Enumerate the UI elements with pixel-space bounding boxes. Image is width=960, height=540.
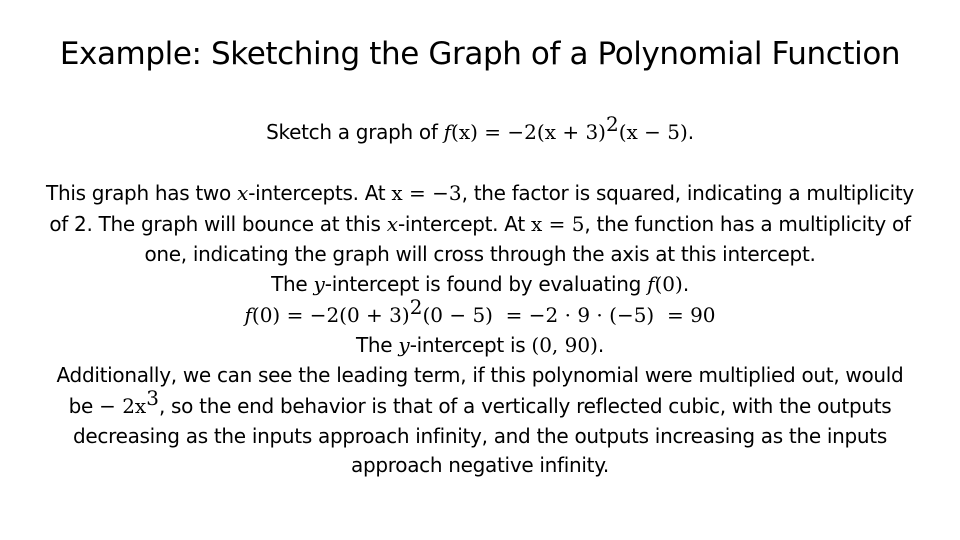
calculation-exponent: 2 <box>409 295 423 319</box>
function-symbol: f <box>647 272 655 296</box>
prompt-line <box>0 112 960 145</box>
math-f-of-zero: (0) <box>654 272 683 296</box>
text-segment: -intercept is <box>409 333 532 357</box>
math-variable-y: y <box>398 333 410 357</box>
paragraph-2-line-2 <box>0 386 960 419</box>
text-segment: , the factor is squared, indicating a multiplicity <box>461 181 914 205</box>
text-segment: -intercept. At <box>397 212 531 236</box>
math-variable-y: y <box>313 272 325 296</box>
prompt-period: . <box>687 120 694 144</box>
math-point: (0, 90) <box>531 333 598 357</box>
slide-title: Example: Sketching the Graph of a Polynomial Function <box>59 36 901 72</box>
y-intercept-intro-line <box>0 271 960 297</box>
equation-part-2: (x − 5) <box>618 120 688 144</box>
math-variable-x: x <box>386 212 398 236</box>
equation-part-1: (x) = −2(x + 3) <box>451 120 606 144</box>
calculation-part-2: (0 − 5) = −2 · 9 · (−5) = 90 <box>422 303 716 327</box>
y-intercept-result-line <box>0 332 960 358</box>
text-segment: . <box>597 333 604 357</box>
text-segment: The <box>271 272 314 296</box>
text-segment: , the function has a multiplicity of <box>584 212 911 236</box>
leading-term-exponent: 3 <box>146 386 159 410</box>
calculation-part-1: (0) = −2(0 + 3) <box>251 303 410 327</box>
text-segment: -intercept is found by evaluating <box>324 272 648 296</box>
paragraph-1-line-2 <box>0 211 960 237</box>
text-segment: The <box>356 333 399 357</box>
math-x-equals-5: x = 5 <box>530 212 585 236</box>
paragraph-1-line-3: one, indicating the graph will cross through the axis at this intercept. <box>144 242 816 266</box>
paragraph-2-line-4: approach negative infinity. <box>351 453 609 477</box>
paragraph-1-line-1 <box>0 180 960 206</box>
paragraph-2-line-3: decreasing as the inputs approach infinity, and the outputs increasing as the inputs <box>73 424 887 448</box>
math-leading-term: − 2x <box>99 394 147 418</box>
text-segment: -intercepts. At <box>248 181 392 205</box>
text-segment: , so the end behavior is that of a vertically reflected cubic, with the outputs <box>158 394 892 418</box>
paragraph-2-line-1: Additionally, we can see the leading term, if this polynomial were multiplied out, would <box>56 363 904 387</box>
equation-exponent: 2 <box>605 112 619 136</box>
function-symbol: f <box>443 120 452 144</box>
text-segment: . <box>682 272 689 296</box>
prompt-text: Sketch a graph of <box>266 120 444 144</box>
math-x-equals-neg3: x = −3 <box>391 181 462 205</box>
y-intercept-calculation-line <box>0 295 960 328</box>
text-segment: be <box>68 394 100 418</box>
text-segment: This graph has two <box>46 181 237 205</box>
math-variable-x: x <box>236 181 249 205</box>
text-segment: of 2. The graph will bounce at this <box>49 212 387 236</box>
function-symbol: f <box>244 303 252 327</box>
